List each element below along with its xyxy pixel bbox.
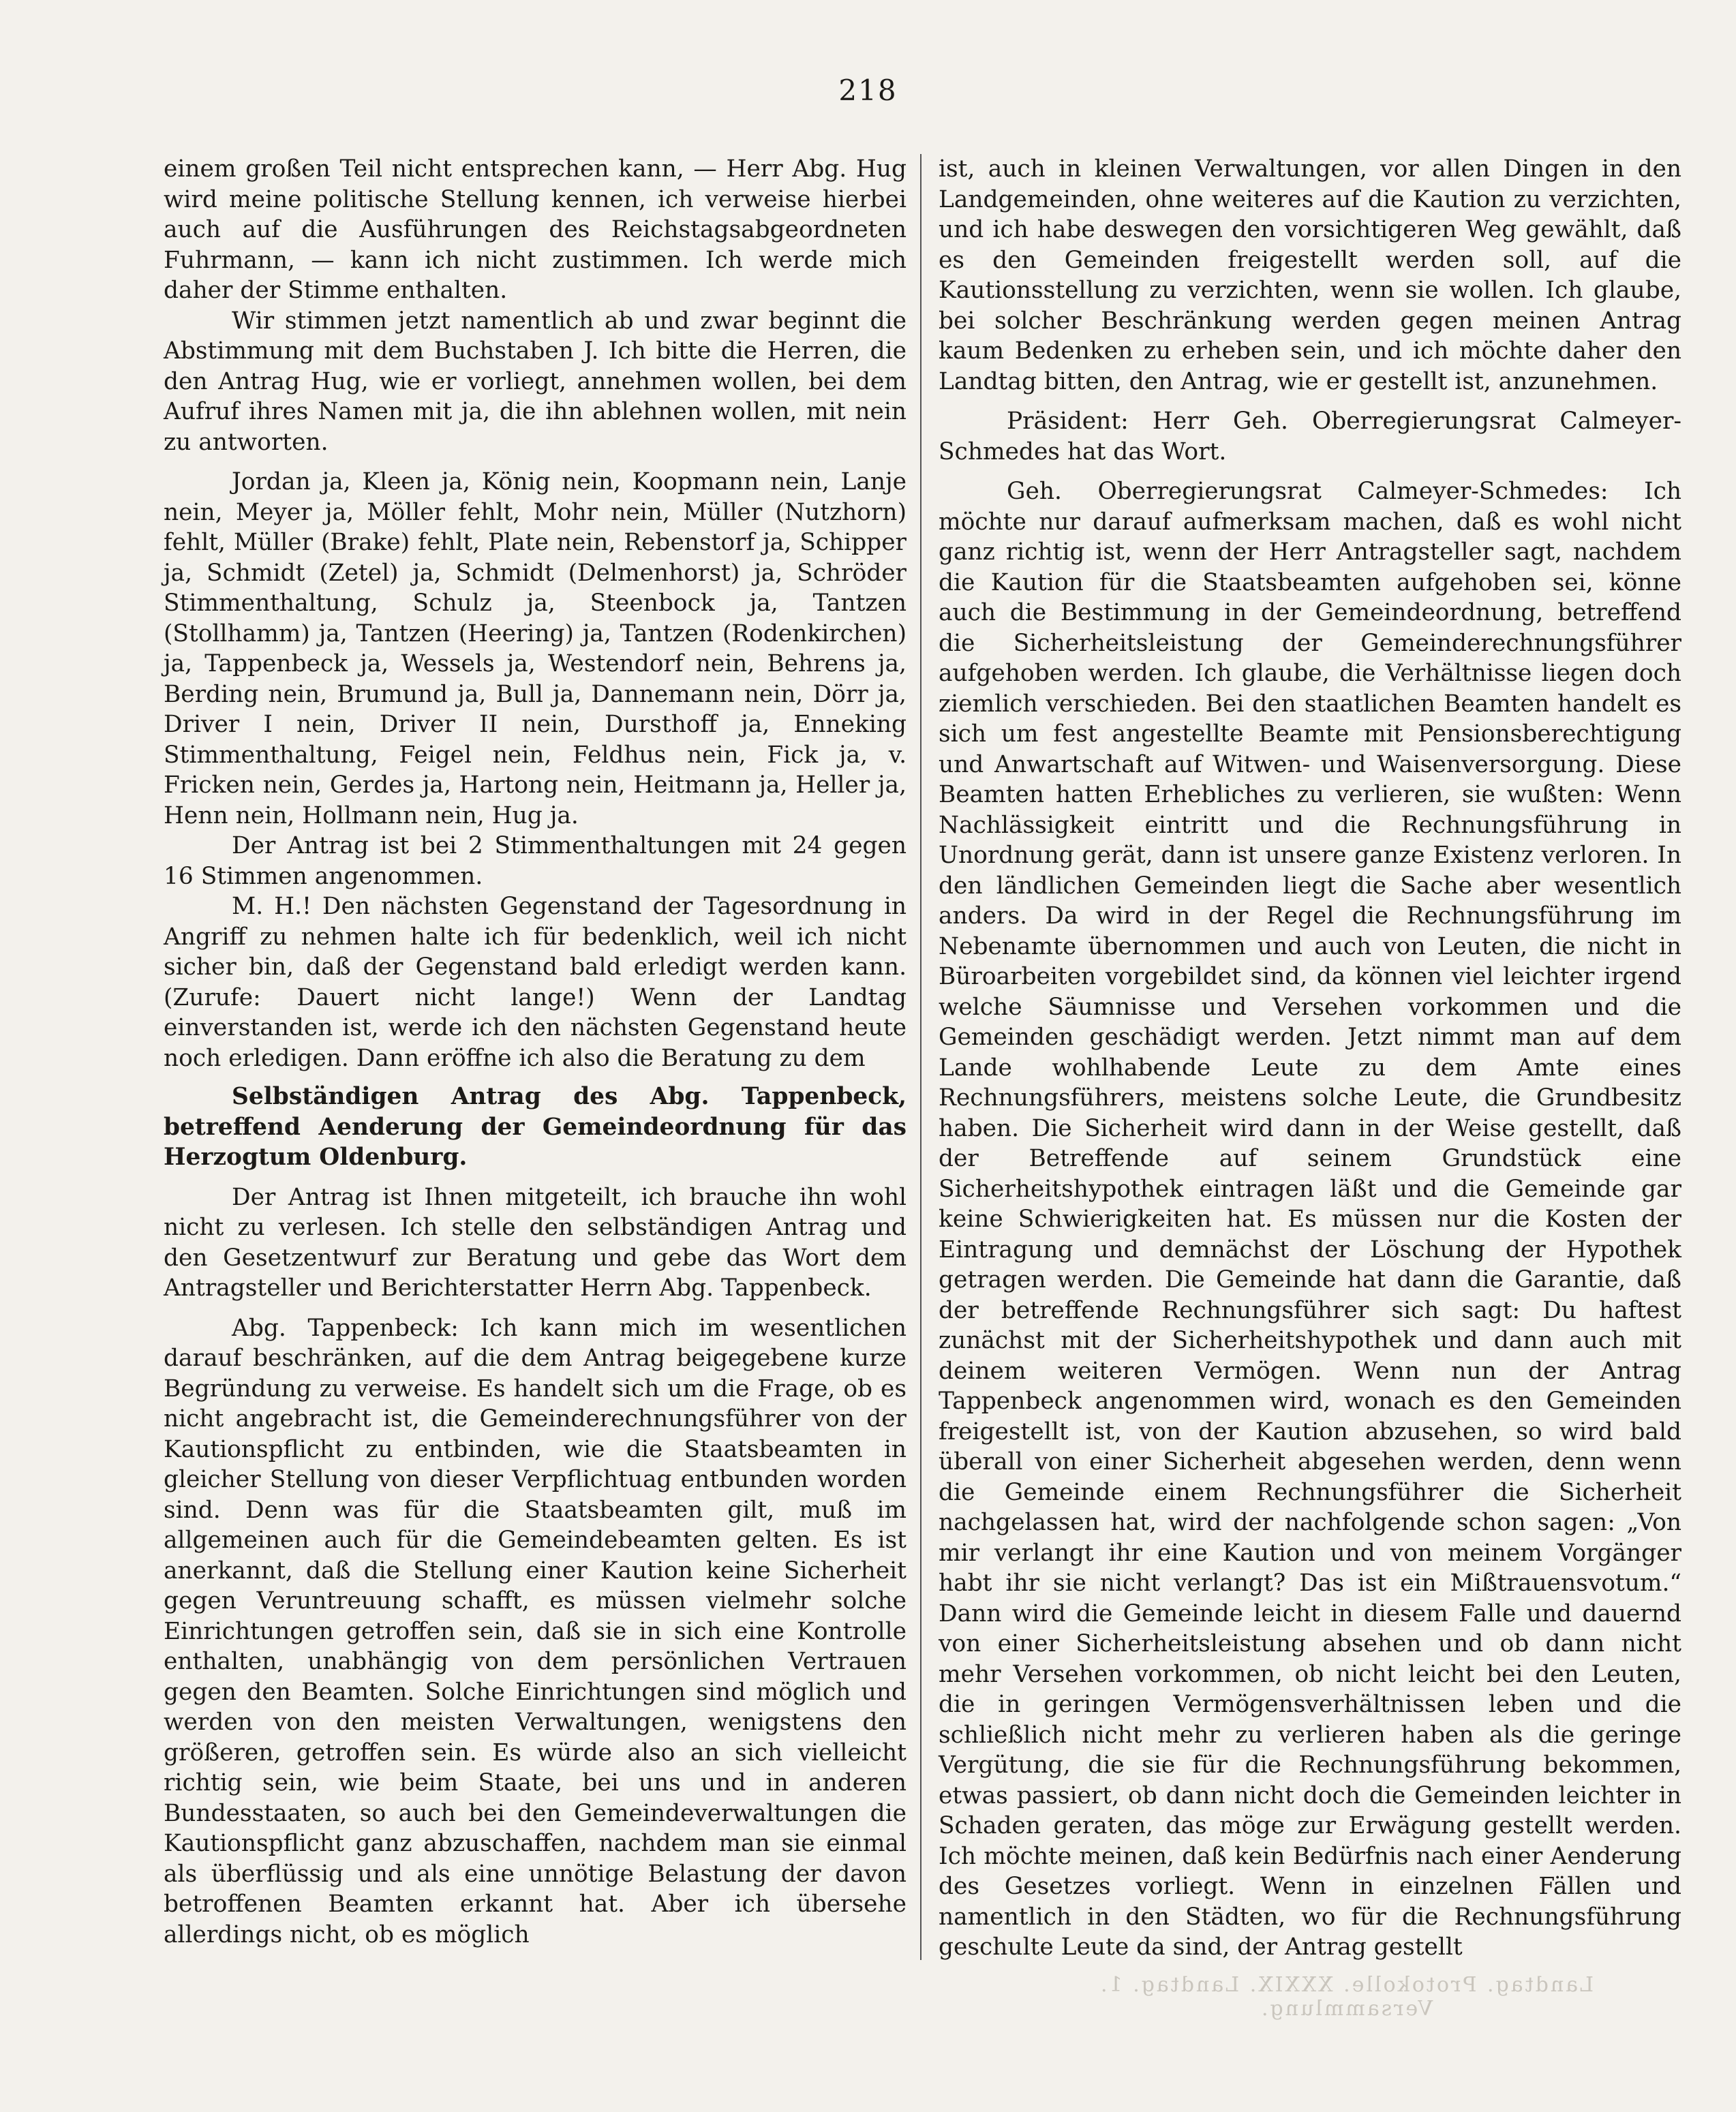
paragraph: ist, auch in kleinen Verwaltungen, vor allen Dingen in den Landgemeinden, ohne weiteres auf die Kaution zu verzichten, und ich habe deswegen den vorsichtigeren Weg gewählt, daß es den Gemeinden freigestellt werden soll, auf die Kautionsstellung zu verzichten, wenn sie wollen. Ich glaube, bei solcher Beschränkung werden gegen meinen Antrag kaum Bedenken zu erheben sein, und ich möchte daher den Landtag bitten, den Antrag, wie er gestellt ist, anzunehmen. xyxy=(939,155,1681,395)
right-column xyxy=(939,154,1681,1963)
page-number: 218 xyxy=(838,74,898,107)
speech-paragraph: Geh. Oberregierungsrat Calmeyer-Schmedes: Ich möchte nur darauf aufmerksam machen, daß es wohl nicht ganz richtig ist, wenn der Herr Antragsteller sagt, nachdem die Kaution für die Staatsbeamten aufgehoben sei, könne auch die Bestimmung in der Gemeindeordnung, betreffend die Sicherheitsleistung der Gemeinderechnungsführer aufgehoben werden. Ich glaube, die Verhältnisse liegen doch ziemlich verschieden. Bei den staatlichen Beamten handelt es sich um fest angestellte Beamte mit Pensionsberechtigung und Anwartschaft auf Witwen- und Waisenversorgung. Diese Beamten hatten Erhebliches zu verlieren, sie wußten: Wenn Nachlässigkeit eintritt und die Rechnungsführung in Unordnung gerät, dann ist unsere ganze Existenz verloren. In den ländlichen Gemeinden liegt die Sache aber wesentlich anders. Da wird in der Regel die Rechnungsführung im Nebenamte übernommen und auch von Leuten, die nicht in Büroarbeiten vorgebildet sind, da können viel leichter irgend welche Säumnisse und Versehen vorkommen und die Gemeinden geschädigt werden. Jetzt nimmt man auf dem Lande wohlhabende Leute zu dem Amte eines Rechnungsführers, meistens solche Leute, die Grundbesitz haben. Die Sicherheit wird dann in der Weise gestellt, daß der Betreffende auf seinem Grundstück eine Sicherheitshypothek eintragen läßt und die Gemeinde gar keine Schwierigkeiten hat. Es müssen nur die Kosten der Eintragung und demnächst der Löschung der Hypothek getragen werden. Die Gemeinde hat dann die Garantie, daß der betreffende Rechnungsführer sich sagt: Du haftest zunächst mit der Sicherheitshypothek und dann auch mit deinem weiteren Vermögen. Wenn nun der Antrag Tappenbeck angenommen wird, wonach es den Gemeinden freigestellt ist, von der Kaution abzusehen, so wird bald überall von einer Sicherheit abgesehen werden, denn wenn die Gemeinde einem Rechnungsführer die Sicherheit nachgelassen hat, wird der nachfolgende schon sagen: „Von mir verlangt ihr eine Kaution und von meinem Vorgänger habt ihr sie nicht verlangt? Das ist ein Mißtrauensvotum.“ Dann wird die Gemeinde leicht in diesem Falle und dauernd von einer Sicherheitsleistung absehen und ob dann nicht mehr Versehen vorkommen, ob nicht leicht bei den Leuten, die in geringen Vermögensverhältnissen leben und die schließlich nicht mehr zu verlieren haben als die geringe Vergütung, die sie für die Rechnungsführung bekommen, etwas passiert, ob dann nicht doch die Gemeinden leichter in Schaden geraten, das möge zur Erwägung gestellt werden. Ich möchte meinen, daß kein Bedürfnis nach einer Aenderung des Gesetzes vorliegt. Wenn in einzelnen Fällen und namentlich in den Städten, wo für die Rechnungsführung geschulte Leute da sind, der Antrag gestellt xyxy=(939,478,1681,1961)
column-divider xyxy=(920,154,922,1960)
roll-call-paragraph: Jordan ja, Kleen ja, König nein, Koopmann nein, Lanje nein, Meyer ja, Möller fehlt, Mohr nein, Müller (Nutzhorn) fehlt, Müller (Brake) fehlt, Plate nein, Rebenstorf ja, Schipper ja, Schmidt (Zetel) ja, Schmidt (Delmenhorst) ja, Schröder Stimmenthaltung, Schulz ja, Steenbock ja, Tantzen (Stollhamm) ja, Tantzen (Heering) ja, Tantzen (Rodenkirchen) ja, Tappenbeck ja, Wessels ja, Westendorf nein, Behrens ja, Berding nein, Brumund ja, Bull ja, Dannemann nein, Dörr ja, Driver I nein, Driver II nein, Dursthoff ja, Enneking Stimmenthaltung, Feigel nein, Feldhus nein, Fick ja, v. Fricken nein, Gerdes ja, Hartong nein, Heitmann ja, Heller ja, Henn nein, Hollmann nein, Hug ja. xyxy=(164,468,907,829)
paragraph: Wir stimmen jetzt namentlich ab und zwar beginnt die Abstimmung mit dem Buchstaben J. Ich bitte die Herren, die den Antrag Hug, wie er vorliegt, annehmen wollen, bei dem Aufruf ihres Namen mit ja, die ihn ablehnen wollen, mit nein zu antworten. xyxy=(164,307,907,456)
paragraph: M. H.! Den nächsten Gegenstand der Tagesordnung in Angriff zu nehmen halte ich für bedenklich, weil ich nicht sicher bin, daß der Gegenstand bald erledigt werden kann. (Zurufe: Dauert nicht lange!) Wenn der Landtag einverstanden ist, werde ich den nächsten Gegenstand heute noch erledigen. Dann eröffne ich also die Beratung zu dem xyxy=(164,893,907,1072)
paragraph: Der Antrag ist bei 2 Stimmenthaltungen mit 24 gegen 16 Stimmen angenommen. xyxy=(164,832,907,890)
left-column xyxy=(164,154,907,1950)
speech-paragraph: Abg. Tappenbeck: Ich kann mich im wesentlichen darauf beschränken, auf die dem Antrag beigegebene kurze Begründung zu verweise. Es handelt sich um die Frage, ob es nicht angebracht ist, die Gemeinderechnungsführer von der Kautionspflicht zu entbinden, wie die Staatsbeamten in gleicher Stellung von dieser Verpflichtuag entbunden worden sind. Denn was für die Staatsbeamten gilt, muß im allgemeinen auch für die Gemeindebeamten gelten. Es ist anerkannt, daß die Stellung einer Kaution keine Sicherheit gegen Veruntreuung schafft, es müssen vielmehr solche Einrichtungen getroffen sein, daß sie in sich eine Kontrolle enthalten, unabhängig von dem persönlichen Vertrauen gegen den Beamten. Solche Einrichtungen sind möglich und werden von den meisten Verwaltungen, wenigstens den größeren, getroffen sein. Es würde also an sich vielleicht richtig sein, wie beim Staate, bei uns und in anderen Bundesstaaten, so auch bei den Gemeindeverwaltungen die Kautionspflicht ganz abzuschaffen, nachdem man sie einmal als überflüssig und als eine unnötige Belastung der davon betroffenen Beamten erkannt hat. Aber ich übersehe allerdings nicht, ob es möglich xyxy=(164,1314,907,1948)
agenda-heading: Selbständigen Antrag des Abg. Tappenbeck, betreffend Aenderung der Gemeindeordnung für das Herzogtum Oldenburg. xyxy=(164,1083,907,1171)
paragraph: Der Antrag ist Ihnen mitgeteilt, ich brauche ihn wohl nicht zu verlesen. Ich stelle den selbständigen Antrag und den Gesetzentwurf zur Beratung und gebe das Wort dem Antragsteller und Berichterstatter Herrn Abg. Tappenbeck. xyxy=(164,1183,907,1302)
paragraph: einem großen Teil nicht entsprechen kann, — Herr Abg. Hug wird meine politische Stellung kennen, ich verweise hierbei auch auf die Ausführungen des Reichstagsabgeordneten Fuhrmann, — kann ich nicht zustimmen. Ich werde mich daher der Stimme enthalten. xyxy=(164,155,907,304)
president-paragraph: Präsident: Herr Geh. Oberregierungsrat Calmeyer-Schmedes hat das Wort. xyxy=(939,408,1681,465)
show-through-text: Landtag. Protokolle. XXXIX. Landtag. 1. Versammlung. xyxy=(1098,1973,1594,2021)
